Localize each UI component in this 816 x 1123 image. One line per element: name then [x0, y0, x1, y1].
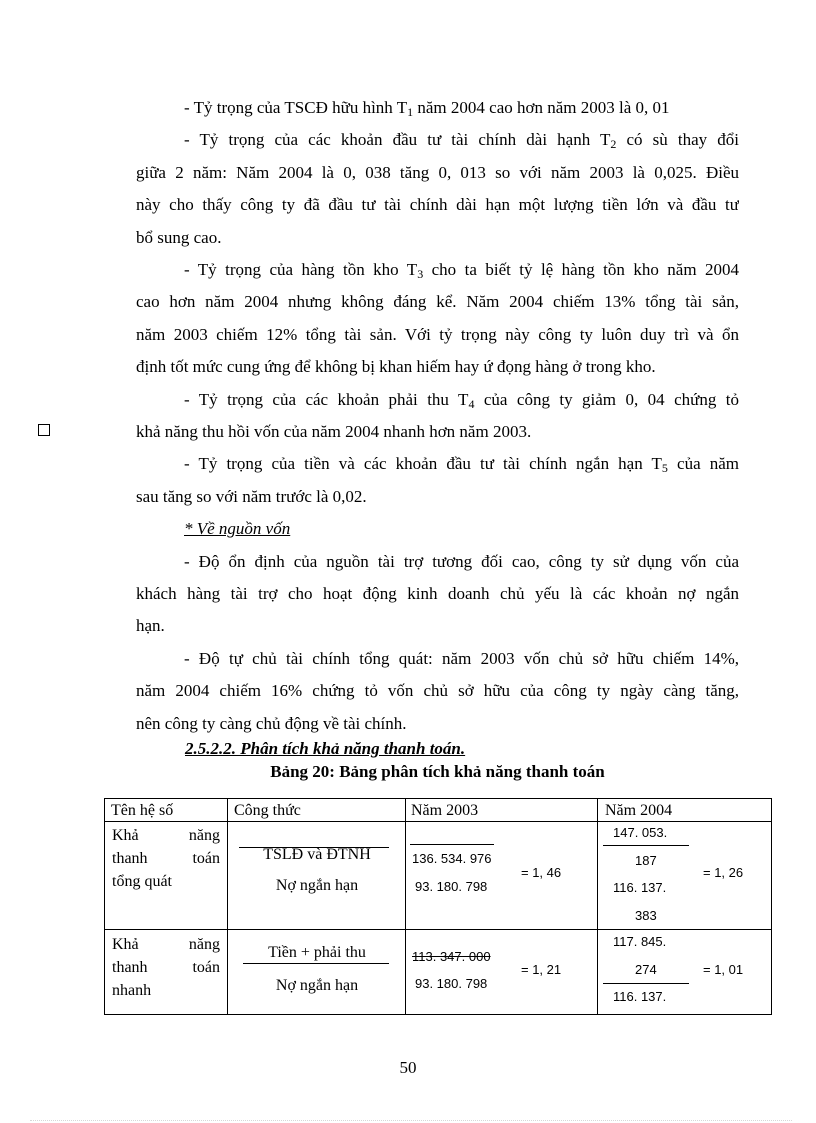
header-year-2003: Năm 2003 [411, 802, 479, 819]
value-2004-numerator-line1: 147. 053. [613, 825, 668, 840]
header-year-2004: Năm 2004 [605, 802, 673, 819]
value-2004-numerator-line1: 117. 845. [613, 934, 667, 949]
value-2004-numerator-line2: 274 [635, 962, 657, 977]
table-col-divider [597, 799, 598, 1014]
paragraph-inventory: - Tỷ trọng của hàng tồn kho $T_3$ cho ta biết tỷ lệ hàng tồn kho năm 2004 cao hơn năm 2004 nhưng không đáng kể. Năm 2004 chiếm 13% tổng tài sản, năm 2003 chiếm 12% tổng tài sản. Với tỷ trọng này công ty luôn duy trì và ổn định tốt mức cung ứng để không bị khan hiếm hay ứ đọng hàng ở trong kho. [136, 260, 739, 377]
formula-denominator: Nợ ngắn hạn [275, 877, 359, 894]
page-bottom-dotted-border [30, 1120, 792, 1121]
value-2003-denominator: 93. 180. 798 [415, 879, 488, 894]
value-2003-denominator: 93. 180. 798 [415, 976, 488, 991]
formula-numerator: Tiền + phải thu [268, 944, 366, 961]
value-2003-numerator: 113. 347. 000 [412, 949, 491, 964]
row-label: Khả năng thanh toán nhanh [112, 936, 220, 999]
paragraph-receivables: - Tỷ trọng của các khoản phải thu $T_4$ của công ty giảm 0, 04 chứng tỏ khả năng thu hồi vốn của năm 2004 nhanh hơn năm 2003. [136, 389, 739, 441]
page-number: 50 [399, 1058, 417, 1077]
result-2004: = 1, 26 [703, 865, 744, 880]
result-2003: = 1, 21 [521, 962, 562, 977]
liquidity-table [104, 798, 772, 1015]
paragraph-tangible-assets: - Tỷ trọng của TSCĐ hữu hình $T_1$ năm 2004 cao hơn năm 2003 là 0, 01 [184, 98, 670, 119]
result-2004: = 1, 01 [703, 962, 744, 977]
paragraph-financial-autonomy: - Độ tự chủ tài chính tổng quát: năm 2003 vốn chủ sở hữu chiếm 14%, năm 2004 chiếm 16% chứng tỏ vốn chủ sở hữu của công ty ngày càng tăng, nên công ty càng chủ động về tài chính. [136, 648, 739, 733]
checkbox-square [38, 424, 50, 436]
paragraph-cash: - Tỷ trọng của tiền và các khoản đầu tư tài chính ngắn hạn $T_5$ của năm sau tăng so với năm trước là 0,02. [136, 454, 739, 506]
fraction-bar-2004 [603, 845, 689, 846]
paragraph-long-term-investment: - Tỷ trọng của các khoản đầu tư tài chính dài hạnh $T_2$ có sù thay đổi giữa 2 năm: Năm 2004 là 0, 038 tăng 0, 013 so với năm 2003 là 0,025. Điều này cho thấy công ty đã đầu tư tài chính dài hạn một lượng tiền lớn và đầu tư bổ sung cao. [136, 130, 739, 247]
value-2003-numerator: 136. 534. 976 [412, 851, 492, 866]
fraction-bar-2004 [603, 983, 689, 984]
value-2004-denominator-line1: 116. 137. [613, 989, 667, 1004]
result-2003: = 1, 46 [521, 865, 562, 880]
table-title: Bảng 20: Bảng phân tích khả năng thanh toán [270, 762, 605, 781]
value-2004-denominator-line2: 383 [635, 908, 657, 923]
fraction-bar-2003 [410, 844, 494, 845]
table-header-divider [105, 821, 771, 822]
row-label: Khả năng thanh toán tổng quát [112, 827, 220, 890]
formula-fraction-bar [243, 963, 389, 964]
header-formula: Công thức [234, 802, 301, 819]
header-coefficient-name: Tên hệ số [111, 802, 174, 819]
formula-denominator: Nợ ngắn hạn [275, 977, 359, 994]
value-2004-denominator-line1: 116. 137. [613, 880, 667, 895]
formula-numerator: TSLĐ và ĐTNH [263, 846, 371, 863]
subheading-capital: * Về nguồn vốn [184, 519, 291, 539]
table-row-divider [105, 929, 771, 930]
section-title: 2.5.2.2. Phân tích khả năng thanh toán. [185, 739, 466, 758]
value-2004-numerator-line2: 187 [635, 853, 657, 868]
paragraph-funding-stability: - Độ ổn định của nguồn tài trợ tương đối cao, công ty sử dụng vốn của khách hàng tài trợ cho hoạt động kinh doanh chủ yếu là các khoản nợ ngắn hạn. [136, 551, 739, 636]
